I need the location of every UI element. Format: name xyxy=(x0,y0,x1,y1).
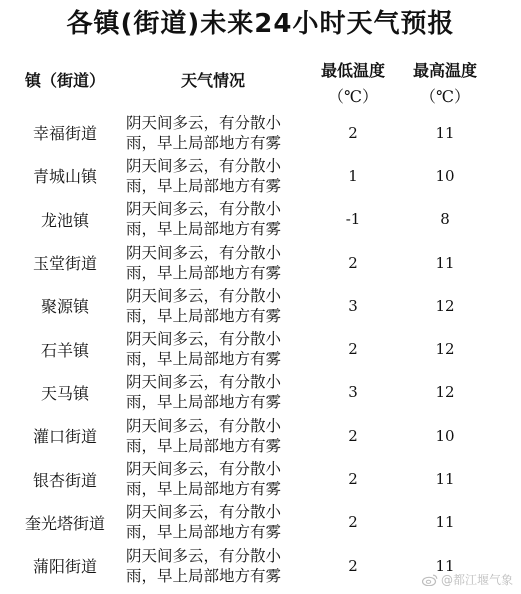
min-temp: 1 xyxy=(348,166,358,185)
weather-line-2: 雨，早上局部地方有雾 xyxy=(126,306,282,325)
max-temp: 12 xyxy=(435,383,455,402)
weather-desc xyxy=(126,501,302,544)
header-min-temp xyxy=(308,58,398,110)
min-temp: 2 xyxy=(348,123,358,142)
weather-line-2: 雨，早上局部地方有雾 xyxy=(126,436,282,455)
table-row xyxy=(0,198,521,241)
weather-line-2: 雨，早上局部地方有雾 xyxy=(126,220,282,239)
min-temp: 2 xyxy=(348,253,358,272)
weather-line-1: 阴天间多云，有分散小 xyxy=(126,503,282,522)
weibo-watermark xyxy=(422,571,513,588)
table-row xyxy=(0,154,521,197)
weather-desc xyxy=(126,327,302,370)
table-row xyxy=(0,457,521,500)
weather-desc xyxy=(126,198,302,241)
weather-line-1: 阴天间多云，有分散小 xyxy=(126,460,282,479)
max-temp: 10 xyxy=(435,426,455,445)
town-name: 奎光塔街道 xyxy=(24,513,105,533)
header-town: 镇（街道） xyxy=(24,71,105,90)
weather-line-1: 阴天间多云，有分散小 xyxy=(126,546,282,565)
table-row xyxy=(0,371,521,414)
table-row xyxy=(0,414,521,457)
weather-line-2: 雨，早上局部地方有雾 xyxy=(126,176,282,195)
town-name: 石羊镇 xyxy=(40,340,89,360)
town-name: 龙池镇 xyxy=(40,210,89,230)
max-temp: 8 xyxy=(440,210,450,229)
min-temp: 3 xyxy=(348,383,358,402)
weather-desc xyxy=(126,154,302,197)
forecast-table xyxy=(0,111,521,587)
town-name: 银杏街道 xyxy=(32,470,97,490)
weather-line-2: 雨，早上局部地方有雾 xyxy=(126,350,282,369)
header-max-temp-unit: （℃） xyxy=(420,87,470,106)
table-row xyxy=(0,241,521,284)
max-temp: 12 xyxy=(435,340,455,359)
min-temp: 2 xyxy=(348,556,358,575)
weather-line-1: 阴天间多云，有分散小 xyxy=(126,416,282,435)
weather-desc xyxy=(126,544,302,587)
header-min-temp-unit: （℃） xyxy=(328,87,378,106)
table-row xyxy=(0,327,521,370)
table-row xyxy=(0,284,521,327)
weather-line-2: 雨，早上局部地方有雾 xyxy=(126,393,282,412)
weather-line-2: 雨，早上局部地方有雾 xyxy=(126,523,282,542)
weather-desc xyxy=(126,414,302,457)
weather-line-1: 阴天间多云，有分散小 xyxy=(126,286,282,305)
weather-desc xyxy=(126,457,302,500)
min-temp: -1 xyxy=(345,210,361,229)
min-temp: 2 xyxy=(348,470,358,489)
max-temp: 11 xyxy=(435,513,455,532)
town-name: 聚源镇 xyxy=(40,297,89,317)
town-name: 幸福街道 xyxy=(32,124,97,144)
max-temp: 12 xyxy=(435,296,455,315)
weather-line-2: 雨，早上局部地方有雾 xyxy=(126,480,282,499)
weather-line-1: 阴天间多云，有分散小 xyxy=(126,243,282,262)
town-name: 玉堂街道 xyxy=(32,254,97,274)
table-row xyxy=(0,111,521,154)
max-temp: 10 xyxy=(435,166,455,185)
town-name: 蒲阳街道 xyxy=(32,557,97,577)
header-min-temp-label: 最低温度 xyxy=(320,61,385,80)
weather-line-1: 阴天间多云，有分散小 xyxy=(126,113,282,132)
header-weather: 天气情况 xyxy=(180,71,245,90)
max-temp: 11 xyxy=(435,556,455,575)
page-title: 各镇(街道)未来24小时天气预报 xyxy=(66,9,455,39)
weather-line-1: 阴天间多云，有分散小 xyxy=(126,156,282,175)
max-temp: 11 xyxy=(435,253,455,272)
header-max-temp xyxy=(398,58,492,110)
weather-desc xyxy=(126,241,302,284)
town-name: 天马镇 xyxy=(40,383,89,403)
weather-line-2: 雨，早上局部地方有雾 xyxy=(126,263,282,282)
weather-desc xyxy=(126,284,302,327)
min-temp: 2 xyxy=(348,340,358,359)
weather-line-1: 阴天间多云，有分散小 xyxy=(126,330,282,349)
town-name: 青城山镇 xyxy=(32,167,97,187)
min-temp: 2 xyxy=(348,426,358,445)
weather-line-2: 雨，早上局部地方有雾 xyxy=(126,566,282,585)
weather-desc xyxy=(126,111,302,154)
weather-desc xyxy=(126,371,302,414)
weather-line-2: 雨，早上局部地方有雾 xyxy=(126,133,282,152)
max-temp: 11 xyxy=(435,123,455,142)
weather-line-1: 阴天间多云，有分散小 xyxy=(126,200,282,219)
weibo-icon xyxy=(422,574,438,586)
watermark-text: @都江堰气象 xyxy=(440,573,513,587)
max-temp: 11 xyxy=(435,470,455,489)
table-row xyxy=(0,501,521,544)
weather-line-1: 阴天间多云，有分散小 xyxy=(126,373,282,392)
town-name: 灌口街道 xyxy=(32,427,97,447)
min-temp: 2 xyxy=(348,513,358,532)
min-temp: 3 xyxy=(348,296,358,315)
header-max-temp-label: 最高温度 xyxy=(412,61,477,80)
